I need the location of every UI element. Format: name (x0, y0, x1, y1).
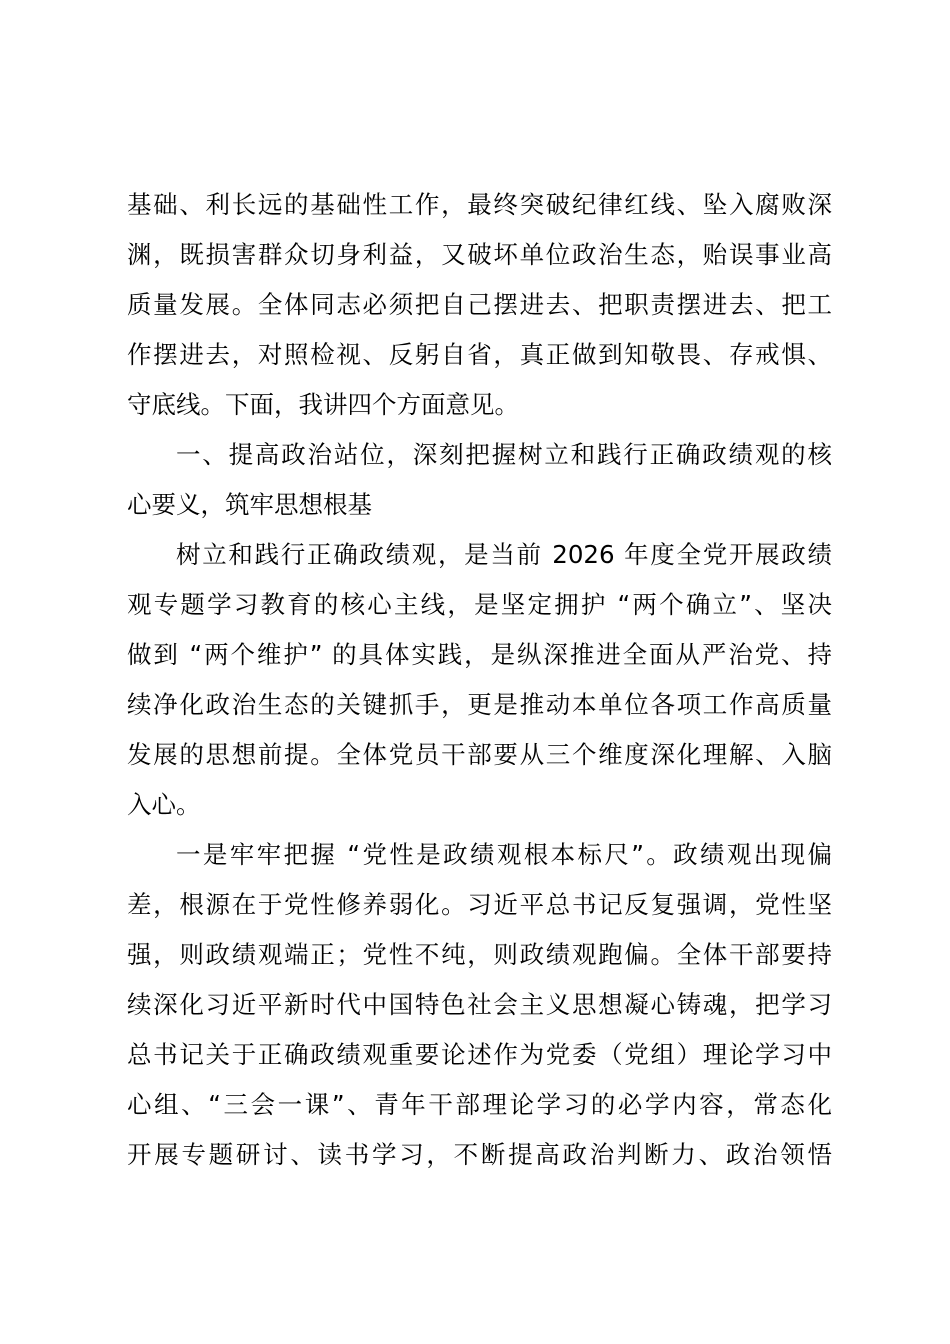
paragraph-line: 作摆进去，对照检视、反躬自省，真正做到知敬畏、存戒惧、 (127, 340, 832, 369)
paragraph-line: 观专题学习教育的核心主线，是坚定拥护 “两个确立”、坚决 (127, 590, 832, 619)
document-body (127, 180, 832, 1180)
paragraph-line: 发展的思想前提。全体党员干部要从三个维度深化理解、入脑 (127, 740, 832, 769)
paragraph-line: 差，根源在于党性修养弱化。习近平总书记反复强调，党性坚 (127, 890, 832, 919)
paragraph-line: 续净化政治生态的关键抓手，更是推动本单位各项工作高质量 (127, 690, 832, 719)
paragraph-line: 续深化习近平新时代中国特色社会主义思想凝心铸魂，把学习 (127, 990, 832, 1019)
section-heading-line: 一、提高政治站位，深刻把握树立和践行正确政绩观的核 (176, 440, 832, 469)
paragraph-line: 树立和践行正确政绩观，是当前 2026 年度全党开展政绩 (176, 540, 832, 569)
paragraph-line: 总书记关于正确政绩观重要论述作为党委（党组）理论学习中 (127, 1040, 832, 1069)
paragraph-line: 质量发展。全体同志必须把自己摆进去、把职责摆进去、把工 (127, 290, 832, 319)
paragraph-line: 强，则政绩观端正；党性不纯，则政绩观跑偏。全体干部要持 (127, 940, 832, 969)
paragraph-line: 渊，既损害群众切身利益，又破坏单位政治生态，贻误事业高 (127, 240, 832, 269)
paragraph-line: 入心。 (127, 790, 201, 819)
section-heading-line: 心要义，筑牢思想根基 (127, 490, 372, 519)
paragraph-line: 基础、利长远的基础性工作，最终突破纪律红线、坠入腐败深 (127, 190, 832, 219)
paragraph-line: 心组、“三会一课”、青年干部理论学习的必学内容，常态化 (127, 1090, 832, 1119)
paragraph-line: 一是牢牢把握 “党性是政绩观根本标尺”。政绩观出现偏 (176, 840, 832, 869)
paragraph-line: 守底线。下面，我讲四个方面意见。 (127, 390, 519, 419)
paragraph-line: 开展专题研讨、读书学习，不断提高政治判断力、政治领悟 (127, 1140, 832, 1169)
paragraph-line: 做到 “两个维护” 的具体实践，是纵深推进全面从严治党、持 (127, 640, 832, 669)
